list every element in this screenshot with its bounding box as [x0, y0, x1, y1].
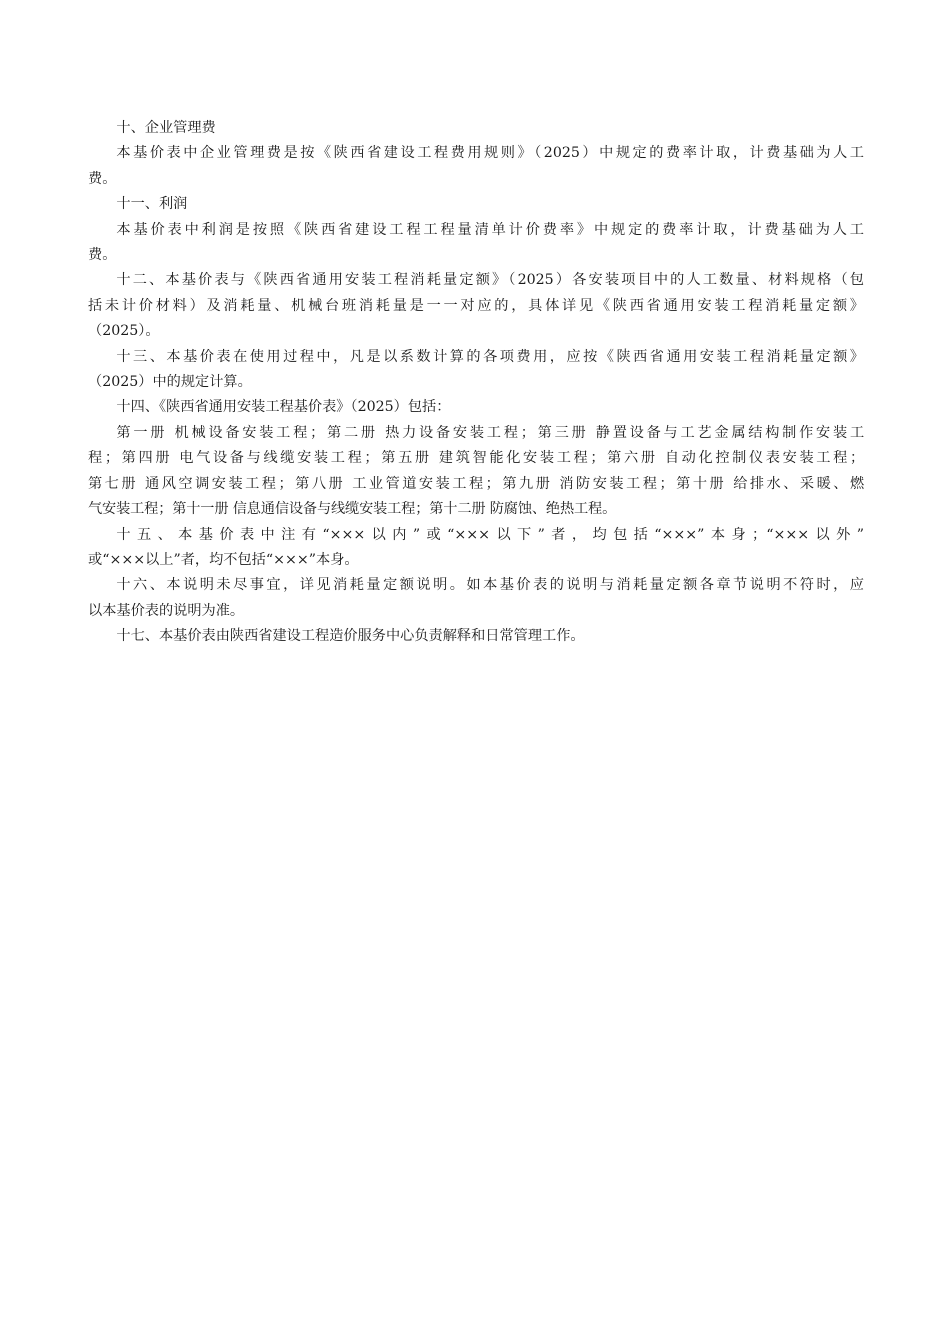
section-12 — [88, 268, 864, 344]
section-10-text: 本基价表中企业管理费是按《陕西省建设工程费用规则》（2025）中规定的费率计取，计费基础为人工 — [116, 145, 864, 162]
section-10-text-cont: 费。 — [88, 170, 117, 187]
section-14-volumes-end: 气安装工程；第十一册 信息通信设备与线缆安装工程；第十二册 防腐蚀、绝热工程。 — [88, 501, 617, 518]
section-12-text: 十二、本基价表与《陕西省通用安装工程消耗量定额》（2025）各安装项目中的人工数量、材料规格（包 — [116, 272, 864, 289]
section-13 — [88, 345, 864, 396]
section-14-volumes-cont: 程；第四册 电气设备与线缆安装工程；第五册 建筑智能化安装工程；第六册 自动化控制仪表安装工程； — [88, 450, 864, 467]
section-12-text-end: （2025）。 — [88, 323, 160, 340]
section-10 — [88, 116, 864, 192]
section-16-text-cont: 以本基价表的说明为准。 — [88, 602, 245, 619]
section-16 — [88, 573, 864, 624]
section-14 — [88, 395, 864, 522]
section-15-text: 十五、本基价表中注有“×××以内”或“×××以下”者，均包括“×××”本身；“×××以外” — [116, 526, 864, 543]
document-page — [88, 116, 864, 650]
section-13-text: 十三、本基价表在使用过程中，凡是以系数计算的各项费用，应按《陕西省通用安装工程消耗量定额》 — [116, 348, 864, 365]
section-10-heading: 十、企业管理费 — [116, 120, 216, 136]
section-14-volumes-cont: 第七册 通风空调安装工程；第八册 工业管道安装工程；第九册 消防安装工程；第十册 给排水、采暖、燃 — [88, 475, 864, 492]
section-13-text-cont: （2025）中的规定计算。 — [88, 374, 252, 391]
section-11-text: 本基价表中利润是按照《陕西省建设工程工程量清单计价费率》中规定的费率计取，计费基础为人工 — [116, 221, 864, 238]
section-11-text-cont: 费。 — [88, 247, 117, 264]
section-12-text-cont: 括未计价材料）及消耗量、机械台班消耗量是一一对应的，具体详见《陕西省通用安装工程消耗量定额》 — [88, 297, 864, 314]
section-11-heading: 十一、利润 — [116, 196, 188, 213]
section-17-text: 十七、本基价表由陕西省建设工程造价服务中心负责解释和日常管理工作。 — [116, 628, 585, 645]
section-11 — [88, 192, 864, 268]
section-16-text: 十六、本说明未尽事宜，详见消耗量定额说明。如本基价表的说明与消耗量定额各章节说明不符时，应 — [116, 577, 864, 594]
section-15 — [88, 523, 864, 574]
section-14-volumes: 第一册 机械设备安装工程；第二册 热力设备安装工程；第三册 静置设备与工艺金属结构制作安装工 — [116, 424, 864, 441]
section-14-heading: 十四、《陕西省通用安装工程基价表》（2025）包括： — [116, 399, 451, 416]
section-17 — [88, 624, 864, 649]
section-15-text-cont: 或“×××以上”者，均不包括“×××”本身。 — [88, 551, 359, 568]
